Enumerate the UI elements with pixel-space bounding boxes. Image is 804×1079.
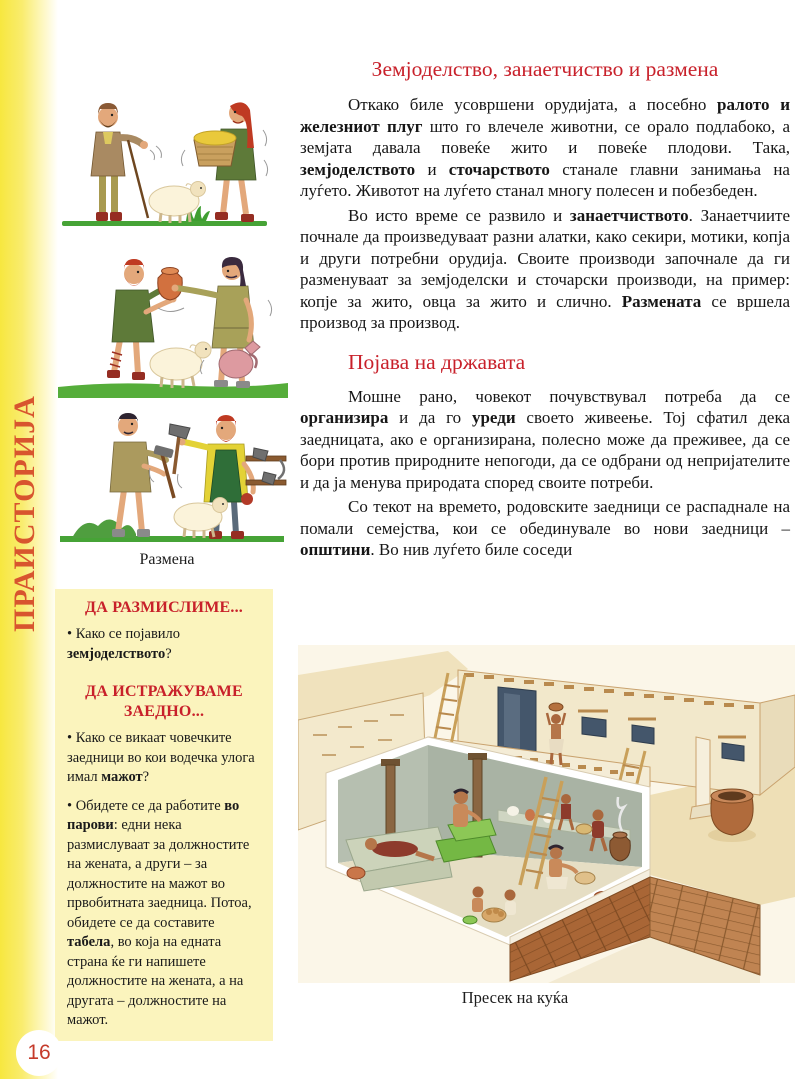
house-caption: Пресек на куќа	[461, 988, 569, 1007]
exchange-grain-illustration	[58, 88, 283, 238]
body-paragraph: Во исто време се развило и занаетчиството. Занаетчиите почнале да произведуваат разни алатки, како секири, мотики, копја и други потребни орудија. Своите производи започнале да ги разменуваат за земјоделски и сточарски производи, на пример: копје за жито, овца за жито и слично. Размената се вршела производ за производ.	[300, 205, 790, 332]
exchange-pottery-icon	[58, 240, 288, 400]
section-heading-agriculture: Земјоделство, занаетчиство и размена	[371, 57, 719, 81]
exchange-tools-illustration	[58, 402, 288, 550]
research-box-title: ДА ИСТРАЖУВАМЕ ЗАЕДНО...	[85, 683, 243, 720]
body-paragraph: Со текот на времето, родовските заедници се распаднале на помали семејства, кои се обединувале во нови заедници – општини. Во нив луѓето биле соседи	[300, 497, 790, 559]
exchange-tools-icon	[58, 402, 288, 550]
research-box	[55, 673, 273, 1041]
main-text-column	[300, 56, 790, 564]
page-number: 16	[27, 1041, 51, 1064]
think-box-title: ДА РАЗМИСЛИМЕ...	[85, 599, 243, 616]
research-box-item: • Како се викаат човечките заедници во кои водечка улога имал мажот?	[67, 730, 255, 785]
section-heading-state: Појава на државата	[348, 349, 526, 374]
house-cross-section-illustration	[298, 645, 795, 983]
body-paragraph: Мошне рано, човекот почувствувал потреба да се организира и да го уреди своето живеење. Тој сфатил дека заедницата, ако е организирана, полесно може да преживее, да се бори против природните непогоди, да се одбрани од непријателите и да ја менува природата според своите потреби.	[300, 386, 790, 492]
think-box-item: • Како се појавило земјоделството?	[67, 626, 181, 662]
research-box-item: • Обидете се да работите во парови: едни нека размислуваат за должностите на жената, а други – за должностите на мажот во првобитната заедница. Потоа, обидете се да составите табела, во која на едната страна ќе ги напишете должностите на жената, а на другата – должностите на мажот.	[67, 797, 252, 1028]
page-number-badge	[16, 1030, 62, 1076]
house-cross-section-icon	[298, 645, 795, 983]
chapter-side-label: ПРАИСТОРИЈА	[8, 395, 41, 632]
illustrations-caption: Размена	[139, 551, 195, 568]
think-box	[55, 589, 273, 674]
exchange-pottery-illustration	[58, 240, 288, 400]
body-paragraph: Откако биле усовршени орудијата, а посебно ралото и железниот плуг што го влечеле животни, се орало подлабоко, а земјата давала повеќе жито и повеќе плодови. Така, земјоделството и сточарството станале главни занимања на луѓето. Животот на луѓето станал многу полесен и побезбеден.	[300, 95, 790, 200]
exchange-grain-icon	[58, 88, 283, 238]
